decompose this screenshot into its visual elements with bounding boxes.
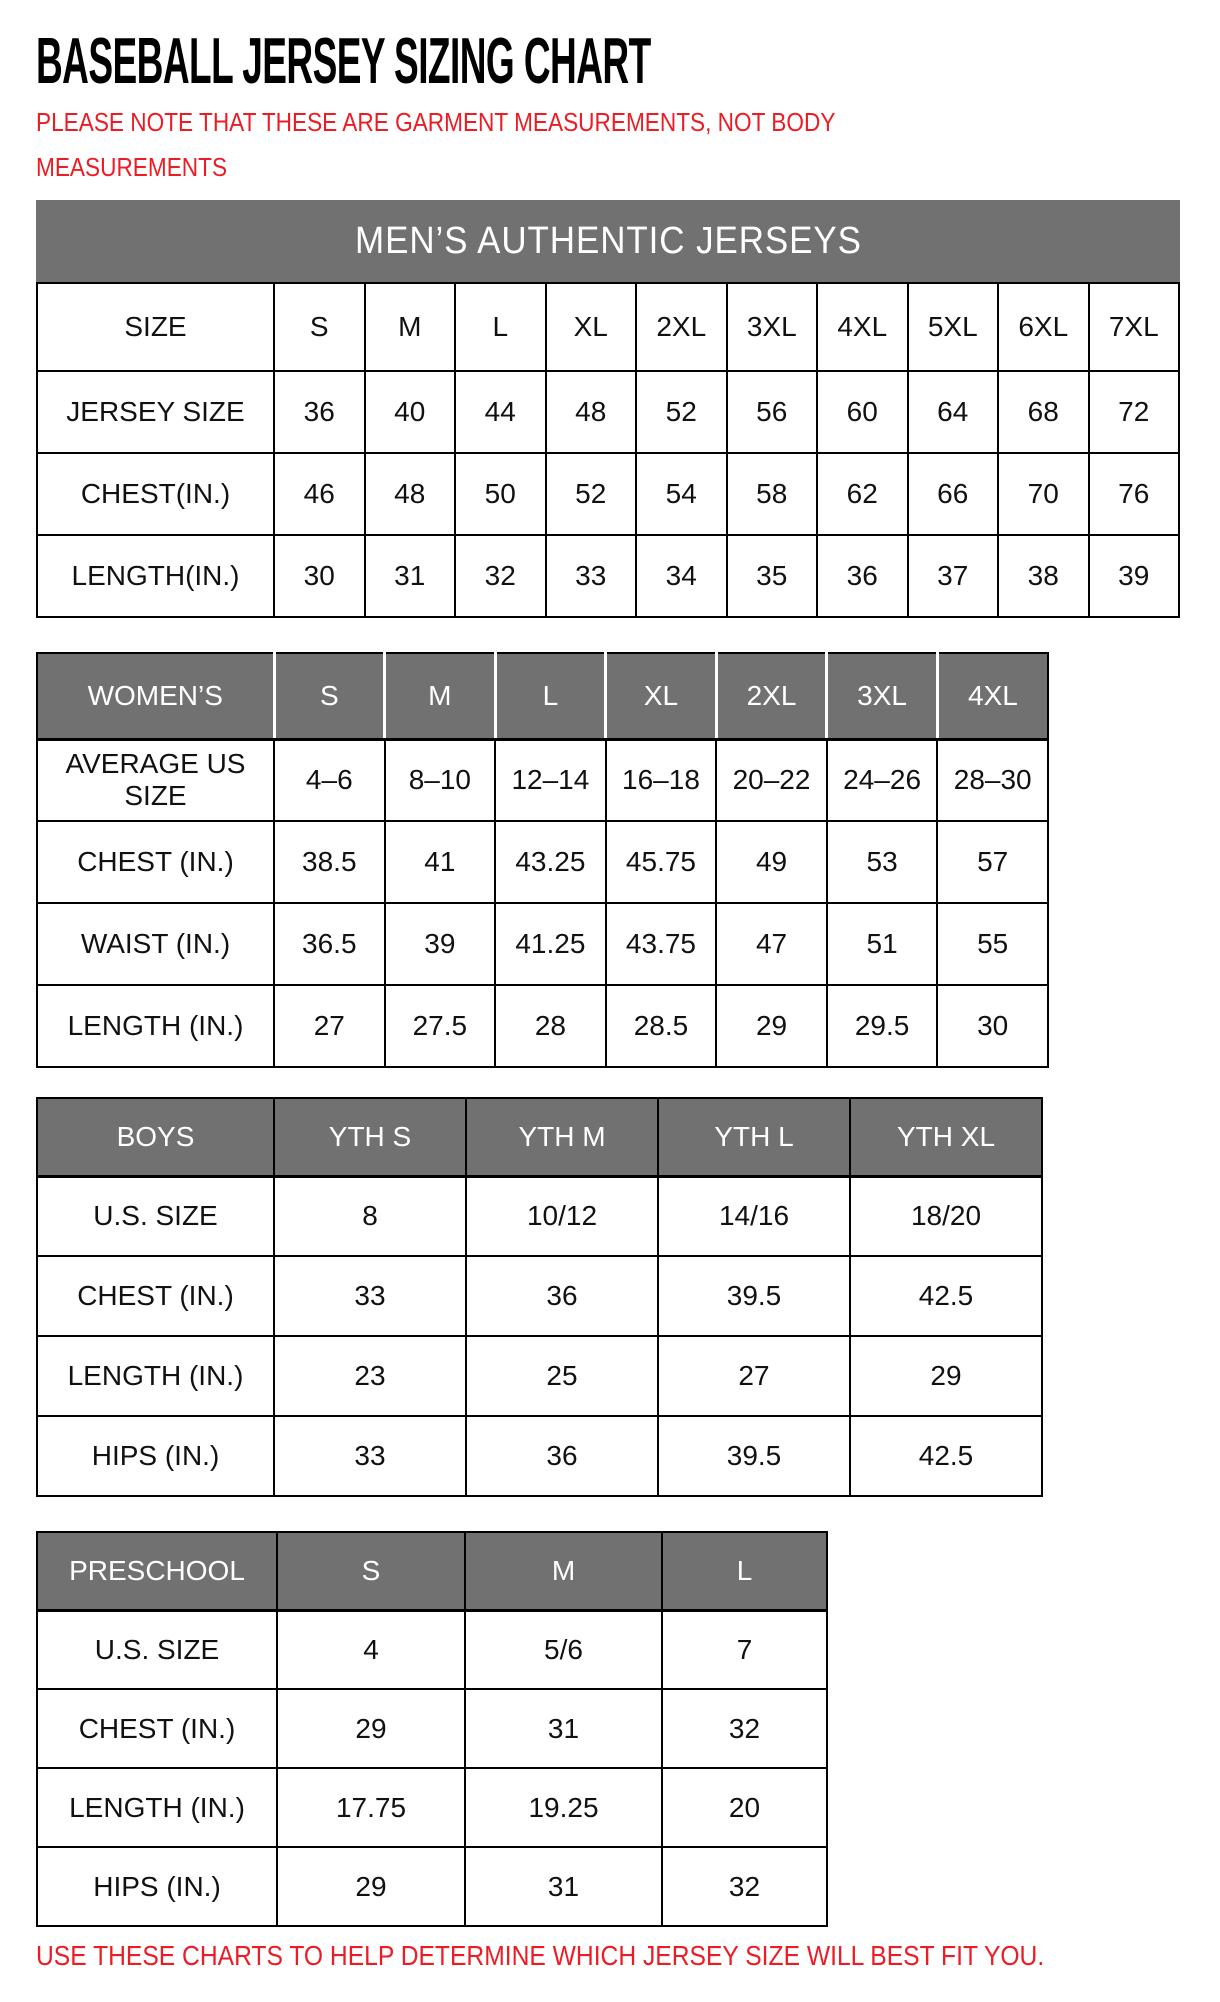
row-label-cell: AVERAGE US SIZE [37, 739, 274, 821]
boys-sizing-table [36, 1097, 1043, 1497]
value-cell: 60 [817, 371, 908, 453]
column-header-cell: M [385, 653, 496, 739]
table-row [37, 903, 1048, 985]
value-cell: 48 [365, 453, 456, 535]
column-header-cell: WOMEN’S [37, 653, 274, 739]
value-cell: 4–6 [274, 739, 385, 821]
row-label-cell: U.S. SIZE [37, 1610, 277, 1689]
column-header-cell: 5XL [908, 283, 999, 371]
value-cell: 62 [817, 453, 908, 535]
mens-sizing-table [36, 282, 1180, 618]
row-label-cell: CHEST(IN.) [37, 453, 274, 535]
value-cell: 33 [274, 1416, 466, 1496]
table-row [37, 1847, 827, 1926]
value-cell: 37 [908, 535, 999, 617]
value-cell: 50 [455, 453, 546, 535]
table-row [37, 1256, 1042, 1336]
value-cell: 52 [636, 371, 727, 453]
value-cell: 29.5 [827, 985, 938, 1067]
garment-measurements-note: PLEASE NOTE THAT THESE ARE GARMENT MEASUREMENTS, NOT BODY MEASUREMENTS [36, 107, 836, 182]
value-cell: 34 [636, 535, 727, 617]
value-cell: 23 [274, 1336, 466, 1416]
value-cell: 17.75 [277, 1768, 465, 1847]
value-cell: 42.5 [850, 1416, 1042, 1496]
column-header-cell: 2XL [636, 283, 727, 371]
row-label-cell: JERSEY SIZE [37, 371, 274, 453]
value-cell: 27 [658, 1336, 850, 1416]
value-cell: 49 [716, 821, 827, 903]
value-cell: 8–10 [385, 739, 496, 821]
column-header-cell: SIZE [37, 283, 274, 371]
value-cell: 27 [274, 985, 385, 1067]
value-cell: 31 [465, 1847, 662, 1926]
column-header-cell: BOYS [37, 1098, 274, 1176]
value-cell: 52 [546, 453, 637, 535]
value-cell: 43.75 [606, 903, 717, 985]
value-cell: 36 [466, 1416, 658, 1496]
column-header-cell: L [455, 283, 546, 371]
table-row [37, 1768, 827, 1847]
value-cell: 28.5 [606, 985, 717, 1067]
value-cell: 31 [465, 1689, 662, 1768]
value-cell: 29 [716, 985, 827, 1067]
value-cell: 29 [277, 1689, 465, 1768]
column-header-cell: PRESCHOOL [37, 1532, 277, 1610]
table-row [37, 453, 1179, 535]
value-cell: 38 [998, 535, 1089, 617]
value-cell: 30 [937, 985, 1048, 1067]
row-label-cell: LENGTH (IN.) [37, 985, 274, 1067]
column-header-cell: 4XL [817, 283, 908, 371]
row-label-cell: LENGTH(IN.) [37, 535, 274, 617]
table-row [37, 535, 1179, 617]
table-row [37, 985, 1048, 1067]
column-header-cell: YTH S [274, 1098, 466, 1176]
value-cell: 33 [546, 535, 637, 617]
row-label-cell: CHEST (IN.) [37, 821, 274, 903]
value-cell: 72 [1089, 371, 1180, 453]
value-cell: 18/20 [850, 1176, 1042, 1256]
mens-table-banner [36, 200, 1180, 282]
table-row [37, 1689, 827, 1768]
table-row [37, 1336, 1042, 1416]
column-header-cell: 7XL [1089, 283, 1180, 371]
table-row [37, 1610, 827, 1689]
value-cell: 10/12 [466, 1176, 658, 1256]
value-cell: 12–14 [495, 739, 606, 821]
value-cell: 47 [716, 903, 827, 985]
value-cell: 32 [662, 1689, 827, 1768]
value-cell: 39 [385, 903, 496, 985]
value-cell: 28 [495, 985, 606, 1067]
column-header-cell: M [465, 1532, 662, 1610]
value-cell: 43.25 [495, 821, 606, 903]
value-cell: 32 [455, 535, 546, 617]
value-cell: 29 [277, 1847, 465, 1926]
value-cell: 30 [274, 535, 365, 617]
value-cell: 41.25 [495, 903, 606, 985]
value-cell: 53 [827, 821, 938, 903]
value-cell: 20–22 [716, 739, 827, 821]
value-cell: 14/16 [658, 1176, 850, 1256]
value-cell: 36.5 [274, 903, 385, 985]
column-header-cell: YTH M [466, 1098, 658, 1176]
value-cell: 35 [727, 535, 818, 617]
value-cell: 20 [662, 1768, 827, 1847]
value-cell: 70 [998, 453, 1089, 535]
value-cell: 16–18 [606, 739, 717, 821]
column-header-cell: 3XL [827, 653, 938, 739]
header-row [37, 283, 1179, 371]
value-cell: 19.25 [465, 1768, 662, 1847]
value-cell: 36 [817, 535, 908, 617]
column-header-cell: L [662, 1532, 827, 1610]
column-header-cell: L [495, 653, 606, 739]
column-header-cell: XL [606, 653, 717, 739]
value-cell: 40 [365, 371, 456, 453]
value-cell: 54 [636, 453, 727, 535]
table-row [37, 371, 1179, 453]
mens-table-banner-label: MEN’S AUTHENTIC JERSEYS [354, 219, 862, 262]
row-label-cell: WAIST (IN.) [37, 903, 274, 985]
column-header-cell: 4XL [937, 653, 1048, 739]
value-cell: 58 [727, 453, 818, 535]
row-label-cell: LENGTH (IN.) [37, 1336, 274, 1416]
value-cell: 45.75 [606, 821, 717, 903]
womens-sizing-table [36, 652, 1049, 1068]
row-label-cell: U.S. SIZE [37, 1176, 274, 1256]
table-row [37, 739, 1048, 821]
value-cell: 64 [908, 371, 999, 453]
value-cell: 25 [466, 1336, 658, 1416]
value-cell: 41 [385, 821, 496, 903]
column-header-cell: S [274, 653, 385, 739]
value-cell: 39.5 [658, 1256, 850, 1336]
table-row [37, 1416, 1042, 1496]
row-label-cell: CHEST (IN.) [37, 1256, 274, 1336]
column-header-cell: 6XL [998, 283, 1089, 371]
value-cell: 68 [998, 371, 1089, 453]
value-cell: 46 [274, 453, 365, 535]
value-cell: 5/6 [465, 1610, 662, 1689]
value-cell: 27.5 [385, 985, 496, 1067]
preschool-sizing-table [36, 1531, 828, 1927]
value-cell: 42.5 [850, 1256, 1042, 1336]
value-cell: 66 [908, 453, 999, 535]
value-cell: 76 [1089, 453, 1180, 535]
value-cell: 48 [546, 371, 637, 453]
value-cell: 57 [937, 821, 1048, 903]
value-cell: 7 [662, 1610, 827, 1689]
column-header-cell: YTH XL [850, 1098, 1042, 1176]
column-header-cell: XL [546, 283, 637, 371]
value-cell: 4 [277, 1610, 465, 1689]
value-cell: 56 [727, 371, 818, 453]
value-cell: 39 [1089, 535, 1180, 617]
value-cell: 55 [937, 903, 1048, 985]
row-label-cell: HIPS (IN.) [37, 1847, 277, 1926]
footer-note: USE THESE CHARTS TO HELP DETERMINE WHICH JERSEY SIZE WILL BEST FIT YOU. [36, 1940, 1045, 1971]
value-cell: 36 [466, 1256, 658, 1336]
column-header-cell: YTH L [658, 1098, 850, 1176]
value-cell: 31 [365, 535, 456, 617]
value-cell: 36 [274, 371, 365, 453]
page-title: BASEBALL JERSEY SIZING CHART [36, 24, 651, 97]
table-row [37, 1176, 1042, 1256]
header-row [37, 653, 1048, 739]
header-row [37, 1098, 1042, 1176]
row-label-cell: HIPS (IN.) [37, 1416, 274, 1496]
row-label-cell: CHEST (IN.) [37, 1689, 277, 1768]
value-cell: 51 [827, 903, 938, 985]
column-header-cell: M [365, 283, 456, 371]
value-cell: 29 [850, 1336, 1042, 1416]
value-cell: 44 [455, 371, 546, 453]
value-cell: 32 [662, 1847, 827, 1926]
column-header-cell: 3XL [727, 283, 818, 371]
column-header-cell: S [274, 283, 365, 371]
column-header-cell: S [277, 1532, 465, 1610]
header-row [37, 1532, 827, 1610]
value-cell: 8 [274, 1176, 466, 1256]
column-header-cell: 2XL [716, 653, 827, 739]
value-cell: 28–30 [937, 739, 1048, 821]
row-label-cell: LENGTH (IN.) [37, 1768, 277, 1847]
table-row [37, 821, 1048, 903]
value-cell: 33 [274, 1256, 466, 1336]
value-cell: 24–26 [827, 739, 938, 821]
value-cell: 39.5 [658, 1416, 850, 1496]
value-cell: 38.5 [274, 821, 385, 903]
